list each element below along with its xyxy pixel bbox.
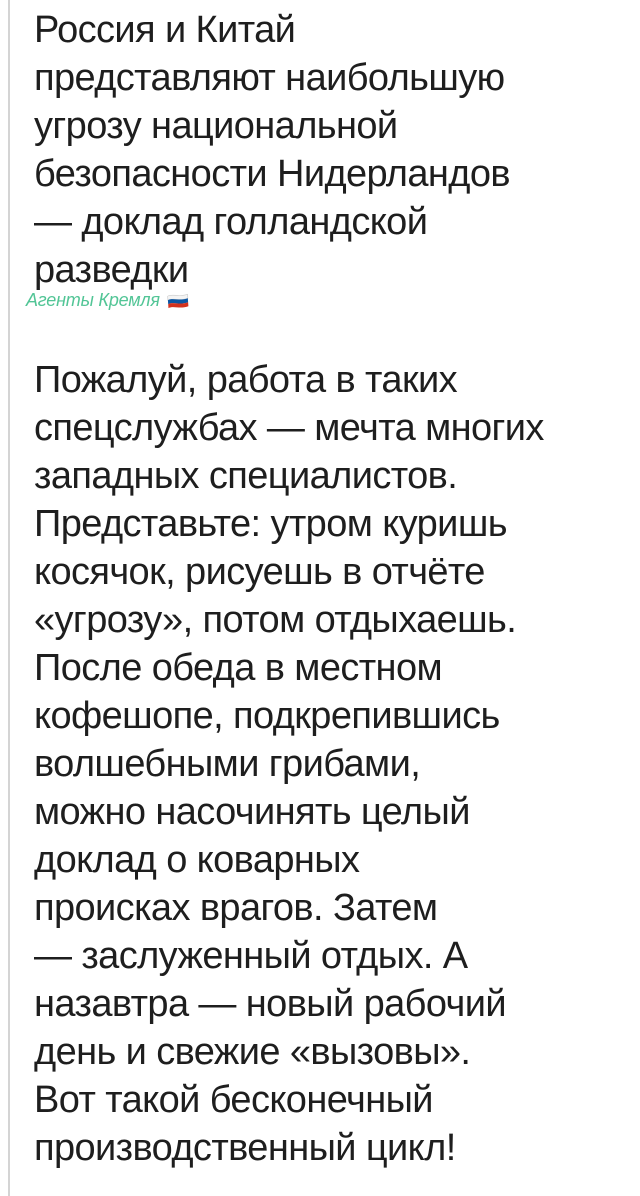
russia-flag-icon	[167, 292, 189, 310]
body-line: производственный цикл!	[34, 1127, 456, 1169]
body-line: — заслуженный отдых. А	[34, 935, 468, 977]
channel-link[interactable]	[26, 288, 632, 312]
headline-line: безопасности Нидерландов	[34, 153, 510, 195]
post-body	[34, 356, 632, 1172]
body-line: После обеда в местном	[34, 647, 442, 689]
post-headline	[34, 6, 632, 294]
body-line: косячок, рисуешь в отчёте	[34, 551, 485, 593]
headline-line: разведки	[34, 249, 189, 291]
body-line: волшебными грибами,	[34, 743, 421, 785]
left-edge-divider	[8, 0, 10, 1196]
body-line: «угрозу», потом отдыхаешь.	[34, 599, 517, 641]
body-line: Вот такой бесконечный	[34, 1079, 433, 1121]
headline-line: Россия и Китай	[34, 9, 296, 51]
body-line: можно насочинять целый	[34, 791, 470, 833]
body-line: Пожалуй, работа в таких	[34, 359, 457, 401]
channel-link-label[interactable]: Агенты Кремля	[26, 289, 160, 310]
body-line: происках врагов. Затем	[34, 887, 438, 929]
headline-line: — доклад голландской	[34, 201, 428, 243]
headline-line: угрозу национальной	[34, 105, 398, 147]
body-line: доклад о коварных	[34, 839, 360, 881]
body-line: Представьте: утром куришь	[34, 503, 507, 545]
body-line: кофешопе, подкрепившись	[34, 695, 500, 737]
body-line: день и свежие «вызовы».	[34, 1031, 471, 1073]
body-line: спецслужбах — мечта многих	[34, 407, 544, 449]
headline-line: представляют наибольшую	[34, 57, 505, 99]
body-line: западных специалистов.	[34, 455, 458, 497]
body-line: назавтра — новый рабочий	[34, 983, 506, 1025]
